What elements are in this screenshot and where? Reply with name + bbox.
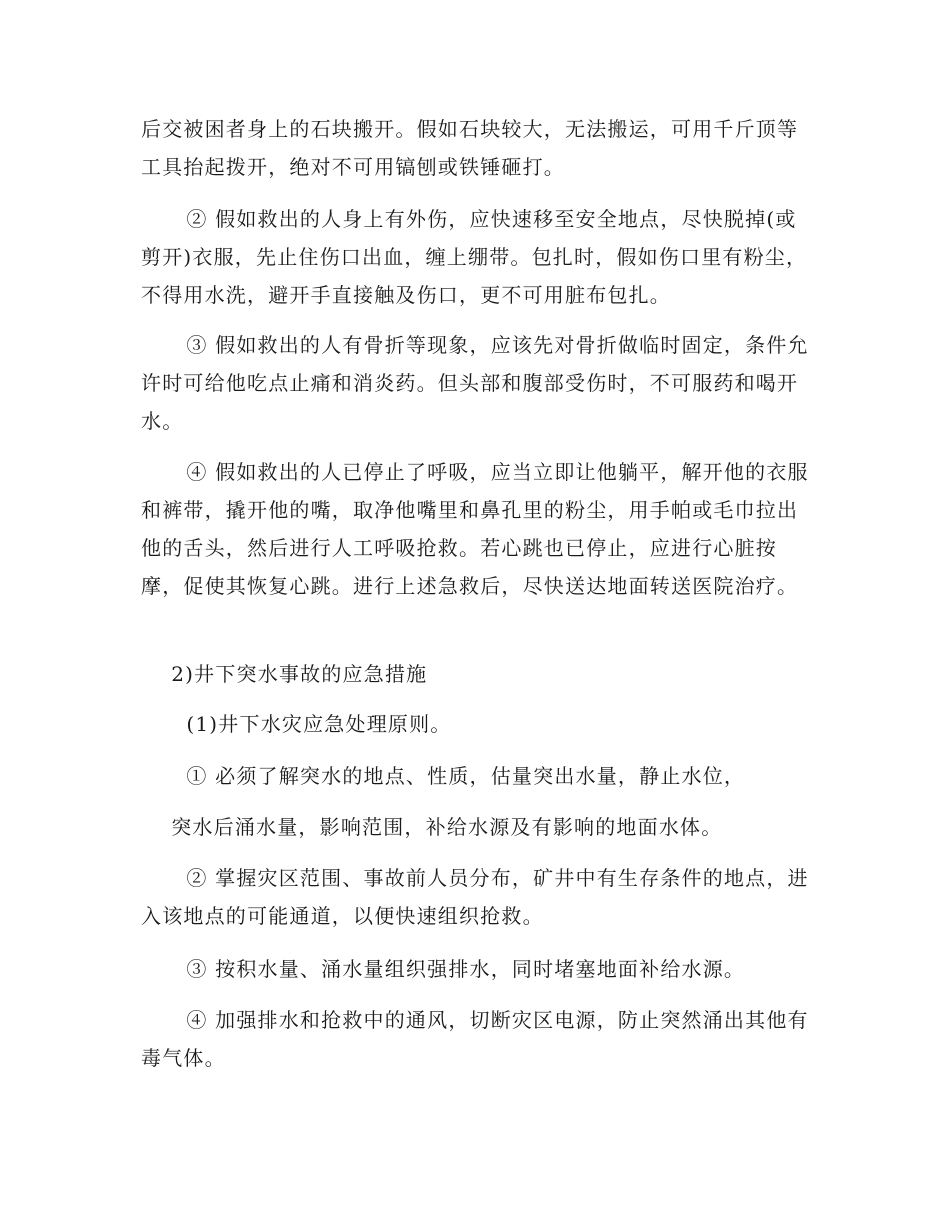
paragraph-rock-removal: 后交被困者身上的石块搬开。假如石块较大，无法搬运，可用千斤顶等工具抬起拨开，绝对不可用镐刨或铁锤砸打。 xyxy=(141,117,799,179)
list-item-understand-inrush: ① 必须了解突水的地点、性质，估量突出水量，静止水位， xyxy=(141,764,746,788)
list-item-disaster-area: ② 掌握灾区范围、事故前人员分布，矿井中有生存条件的地点，进入该地点的可能通道，以便快速组织抢救。 xyxy=(141,866,809,928)
paragraph-stopped-breathing: ④ 假如救出的人已停止了呼吸，应当立即让他躺平，解开他的衣服和裤带，撬开他的嘴，取净他嘴里和鼻孔里的粉尘，用手帕或毛巾拉出他的舌头，然后进行人工呼吸抢救。若心跳也已停止，应进行心脏按摩，促使其恢复心跳。进行上述急救后，尽快送达地面转送医院治疗。 xyxy=(141,460,809,598)
paragraph-fracture: ③ 假如救出的人有骨折等现象，应该先对骨折做临时固定，条件允许时可给他吃点止痛和消炎药。但头部和腹部受伤时，不可服药和喝开水。 xyxy=(141,333,809,433)
subsection-heading-principles: (1)井下水灾应急处理原则。 xyxy=(141,712,452,736)
list-item-ventilation: ④ 加强排水和抢救中的通风，切断灾区电源，防止突然涌出其他有毒气体。 xyxy=(141,1008,809,1070)
list-item-drainage: ③ 按积水量、涌水量组织强排水，同时堵塞地面补给水源。 xyxy=(141,957,746,981)
section-heading-water-inrush: 2)井下突水事故的应急措施 xyxy=(141,662,428,686)
paragraph-external-wound: ② 假如救出的人身上有外伤，应快速移至安全地点，尽快脱掉(或剪开)衣服，先止住伤口出血，缠上绷带。包扎时，假如伤口里有粉尘，不得用水洗，避开手直接触及伤口，更不可用脏布包扎。 xyxy=(141,207,808,307)
list-item-understand-inrush-continued: 突水后涌水量，影响范围，补给水源及有影响的地面水体。 xyxy=(141,815,723,839)
